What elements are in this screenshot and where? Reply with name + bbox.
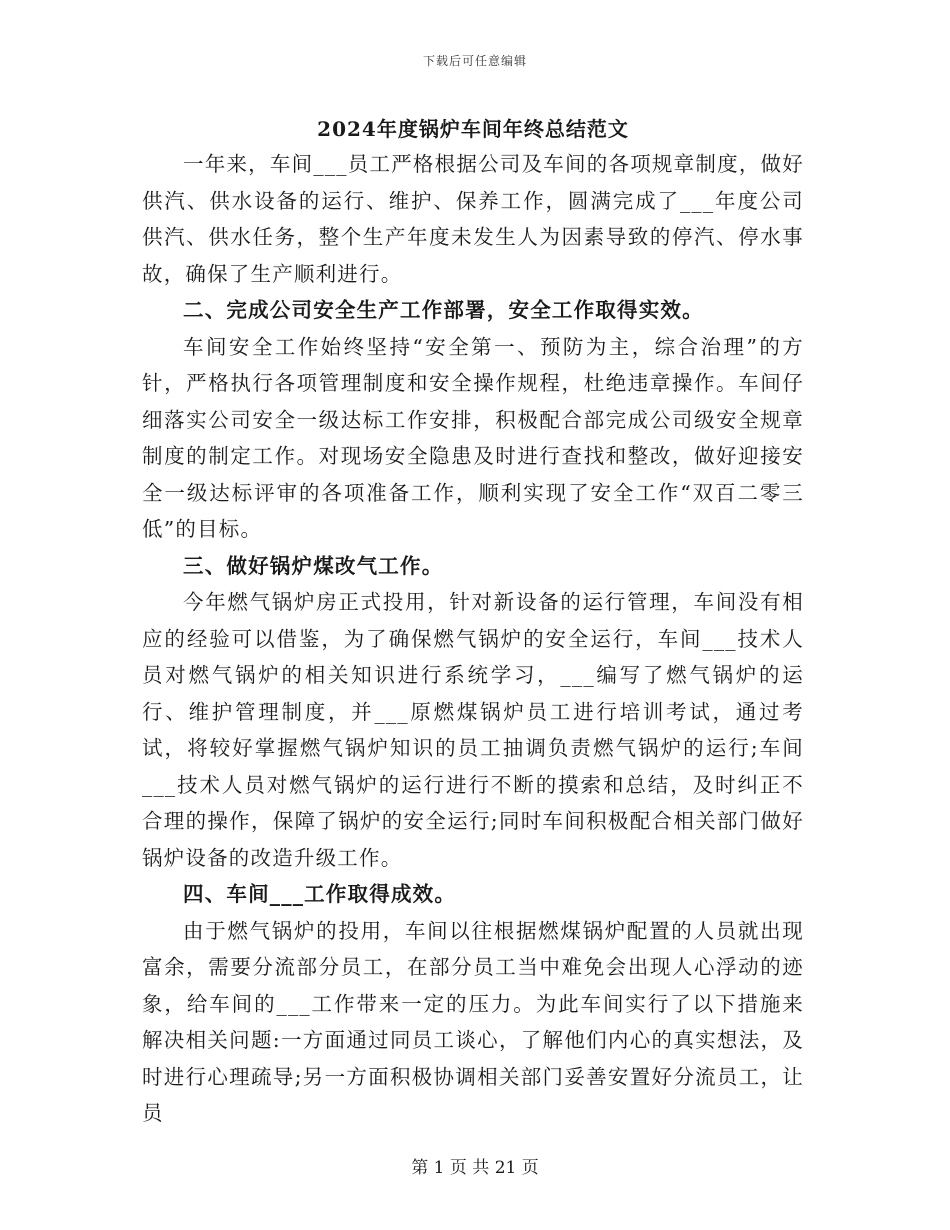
document-body bbox=[142, 112, 804, 1132]
section-paragraph: 车间安全工作始终坚持“安全第一、预防为主，综合治理”的方针，严格执行各项管理制度和安全操作规程，杜绝违章操作。车间仔细落实公司安全一级达标工作安排，积极配合部完成公司级安全规章制度的制定工作。对现场安全隐患及时进行查找和整改，做好迎接安全一级达标评审的各项准备工作，顺利实现了安全工作“双百二零三低”的目标。 bbox=[142, 334, 804, 541]
intro-paragraph: 一年来，车间___员工严格根据公司及车间的各项规章制度，做好供汽、供水设备的运行、维护、保养工作，圆满完成了___年度公司供汽、供水任务，整个生产年度未发生人为因素导致的停汽、停水事故，确保了生产顺利进行。 bbox=[142, 152, 804, 286]
section-heading: 四、车间___工作取得成效。 bbox=[183, 882, 457, 906]
section-heading: 二、完成公司安全生产工作部署，安全工作取得实效。 bbox=[183, 298, 704, 322]
page-number-footer: 第 1 页 共 21 页 bbox=[411, 1158, 539, 1178]
document-title: 2024年度锅炉车间年终总结范文 bbox=[317, 117, 629, 141]
header-note: 下载后可任意编辑 bbox=[422, 54, 527, 68]
section-heading: 三、做好锅炉煤改气工作。 bbox=[183, 553, 444, 578]
section-paragraph: 今年燃气锅炉房正式投用，针对新设备的运行管理，车间没有相应的经验可以借鉴，为了确保燃气锅炉的安全运行，车间___技术人员对燃气锅炉的相关知识进行系统学习，___编写了燃气锅炉的运行、维护管理制度，并___原燃煤锅炉员工进行培训考试，通过考试，将较好掌握燃气锅炉知识的员工抽调负责燃气锅炉的运行;车间___技术人员对燃气锅炉的运行进行不断的摸索和总结，及时纠正不合理的操作，保障了锅炉的安全运行;同时车间积极配合相关部门做好锅炉设备的改造升级工作。 bbox=[142, 590, 804, 870]
section-paragraph: 由于燃气锅炉的投用，车间以往根据燃煤锅炉配置的人员就出现富余，需要分流部分员工，在部分员工当中难免会出现人心浮动的迹象，给车间的___工作带来一定的压力。为此车间实行了以下措施来解决相关问题:一方面通过同员工谈心，了解他们内心的真实想法，及时进行心理疏导;另一方面积极协调相关部门妥善安置好分流员工，让员 bbox=[142, 918, 804, 1125]
